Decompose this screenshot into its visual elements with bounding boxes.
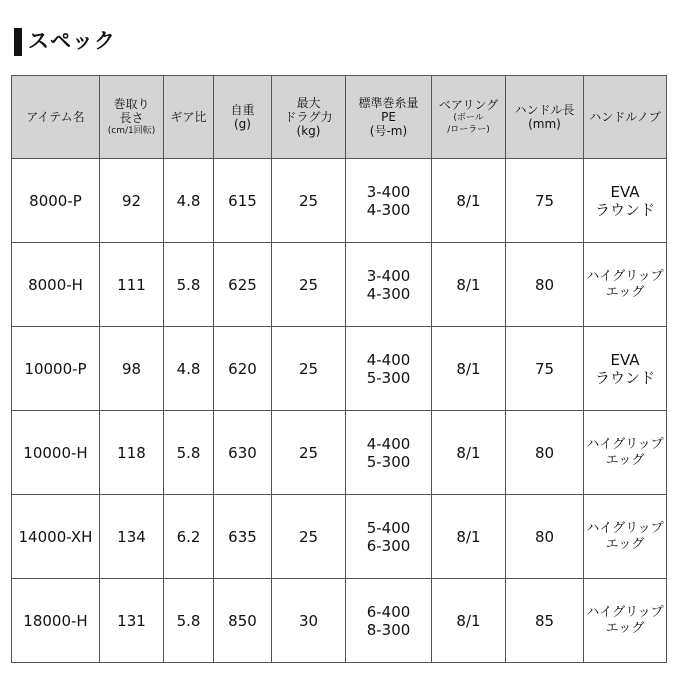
cell-max-drag — [272, 327, 346, 411]
cell-handle-knob — [584, 579, 667, 663]
cell-weight — [214, 579, 272, 663]
cell-value: 134 — [117, 527, 146, 546]
cell-value: エッグ — [605, 536, 645, 552]
cell-value: 8000-H — [28, 275, 83, 294]
header-item-name — [12, 76, 100, 159]
cell-bearing — [432, 579, 506, 663]
cell-value: エッグ — [605, 620, 645, 636]
cell-value: 4.8 — [176, 359, 201, 378]
cell-value: 30 — [298, 611, 319, 630]
cell-handle-length — [506, 159, 584, 243]
cell-gear-ratio — [164, 495, 214, 579]
cell-value: 5-400 — [366, 518, 411, 537]
cell-retrieve-length — [100, 579, 164, 663]
cell-value: エッグ — [605, 284, 645, 300]
spec-table — [11, 75, 667, 663]
cell-line-capacity — [346, 579, 432, 663]
cell-value: 118 — [117, 443, 146, 462]
cell-gear-ratio — [164, 327, 214, 411]
cell-value: 131 — [117, 611, 146, 630]
cell-item-name — [12, 327, 100, 411]
cell-value: 615 — [228, 191, 257, 210]
cell-value: 85 — [534, 611, 555, 630]
cell-value: 5.8 — [176, 275, 201, 294]
cell-value: 3-400 — [366, 182, 411, 201]
header-label: アイテム名 — [26, 110, 85, 124]
table-row — [12, 159, 667, 243]
spec-table-body — [12, 159, 667, 663]
cell-handle-knob — [584, 159, 667, 243]
cell-value: 8/1 — [456, 359, 481, 378]
cell-value: ラウンド — [594, 200, 655, 219]
cell-handle-knob — [584, 327, 667, 411]
cell-value: 98 — [121, 359, 142, 378]
cell-weight — [214, 159, 272, 243]
cell-value: ラウンド — [594, 368, 655, 387]
cell-value: エッグ — [605, 452, 645, 468]
cell-value: 80 — [534, 527, 555, 546]
table-row — [12, 327, 667, 411]
cell-handle-length — [506, 495, 584, 579]
cell-max-drag — [272, 495, 346, 579]
cell-bearing — [432, 243, 506, 327]
cell-max-drag — [272, 159, 346, 243]
cell-value: 25 — [298, 359, 319, 378]
cell-gear-ratio — [164, 411, 214, 495]
cell-retrieve-length — [100, 159, 164, 243]
cell-line-capacity — [346, 159, 432, 243]
cell-value: 6-300 — [366, 536, 411, 555]
header-unit: (kg) — [296, 124, 321, 138]
cell-value: EVA — [610, 350, 640, 369]
cell-value: 75 — [534, 359, 555, 378]
header-handle-length — [506, 76, 584, 159]
cell-value: 18000-H — [23, 611, 88, 630]
header-label: ギア比 — [170, 110, 207, 124]
cell-bearing — [432, 327, 506, 411]
cell-gear-ratio — [164, 243, 214, 327]
cell-retrieve-length — [100, 495, 164, 579]
cell-value: 25 — [298, 527, 319, 546]
cell-value: 25 — [298, 191, 319, 210]
table-row — [12, 411, 667, 495]
cell-value: 80 — [534, 275, 555, 294]
header-label: 標準巻糸量 — [358, 96, 419, 110]
cell-value: 5-300 — [366, 452, 411, 471]
header-label: ハンドルノブ — [589, 110, 661, 124]
header-label: 最大 — [296, 96, 321, 110]
cell-value: 850 — [228, 611, 257, 630]
cell-value: 8/1 — [456, 443, 481, 462]
cell-max-drag — [272, 243, 346, 327]
header-unit: (g) — [234, 117, 251, 131]
cell-value: 4-400 — [366, 350, 411, 369]
cell-handle-knob — [584, 411, 667, 495]
cell-value: 25 — [298, 275, 319, 294]
header-unit: (号-m) — [369, 124, 408, 138]
table-row — [12, 243, 667, 327]
cell-value: ハイグリップ — [586, 520, 664, 536]
header-weight — [214, 76, 272, 159]
header-label: 自重 — [230, 103, 255, 117]
cell-bearing — [432, 159, 506, 243]
cell-value: 92 — [121, 191, 142, 210]
header-unit: (cm/1回転) — [107, 126, 156, 136]
cell-bearing — [432, 495, 506, 579]
cell-item-name — [12, 579, 100, 663]
cell-value: 8-300 — [366, 620, 411, 639]
cell-item-name — [12, 495, 100, 579]
cell-value: 5-300 — [366, 368, 411, 387]
cell-line-capacity — [346, 243, 432, 327]
cell-line-capacity — [346, 495, 432, 579]
cell-value: 3-400 — [366, 266, 411, 285]
cell-value: 620 — [228, 359, 257, 378]
header-handle-knob — [584, 76, 667, 159]
cell-value: ハイグリップ — [586, 268, 664, 284]
cell-item-name — [12, 243, 100, 327]
header-bearing — [432, 76, 506, 159]
cell-bearing — [432, 411, 506, 495]
cell-handle-length — [506, 243, 584, 327]
cell-value: 4-300 — [366, 284, 411, 303]
cell-item-name — [12, 159, 100, 243]
cell-value: 25 — [298, 443, 319, 462]
cell-retrieve-length — [100, 411, 164, 495]
cell-weight — [214, 411, 272, 495]
table-row — [12, 579, 667, 663]
cell-line-capacity — [346, 327, 432, 411]
header-label: ベアリング — [438, 98, 499, 112]
header-unit: (ボール — [453, 113, 484, 123]
cell-value: 5.8 — [176, 443, 201, 462]
cell-handle-knob — [584, 243, 667, 327]
cell-weight — [214, 495, 272, 579]
cell-value: 8000-P — [29, 191, 82, 210]
table-header-row — [12, 76, 667, 159]
cell-gear-ratio — [164, 159, 214, 243]
cell-value: 6-400 — [366, 602, 411, 621]
cell-value: 8/1 — [456, 611, 481, 630]
cell-value: 8/1 — [456, 191, 481, 210]
cell-value: 8/1 — [456, 275, 481, 294]
header-gear-ratio — [164, 76, 214, 159]
header-max-drag — [272, 76, 346, 159]
cell-value: 80 — [534, 443, 555, 462]
cell-value: ハイグリップ — [586, 604, 664, 620]
header-label: PE — [381, 110, 396, 124]
header-label: ドラグ力 — [284, 110, 333, 124]
cell-value: 10000-P — [24, 359, 87, 378]
header-label: 巻取り — [113, 97, 150, 111]
cell-handle-length — [506, 579, 584, 663]
cell-weight — [214, 327, 272, 411]
header-label: 長さ — [119, 111, 144, 125]
cell-value: 635 — [228, 527, 257, 546]
cell-value: EVA — [610, 182, 640, 201]
header-retrieve-length — [100, 76, 164, 159]
cell-retrieve-length — [100, 327, 164, 411]
page-title: スペック — [28, 29, 116, 53]
cell-value: 4.8 — [176, 191, 201, 210]
cell-item-name — [12, 411, 100, 495]
header-unit: /ローラー) — [447, 125, 490, 135]
cell-value: 111 — [117, 275, 146, 294]
cell-value: 14000-XH — [18, 527, 93, 546]
cell-max-drag — [272, 579, 346, 663]
cell-value: 75 — [534, 191, 555, 210]
header-label: ハンドル長 — [514, 103, 575, 117]
cell-handle-length — [506, 411, 584, 495]
title-accent-bar — [14, 28, 22, 56]
cell-value: 6.2 — [176, 527, 201, 546]
cell-value: 10000-H — [23, 443, 88, 462]
cell-value: 625 — [228, 275, 257, 294]
header-line-capacity — [346, 76, 432, 159]
cell-value: 4-300 — [366, 200, 411, 219]
cell-retrieve-length — [100, 243, 164, 327]
cell-handle-length — [506, 327, 584, 411]
cell-line-capacity — [346, 411, 432, 495]
table-row — [12, 495, 667, 579]
cell-value: 8/1 — [456, 527, 481, 546]
header-unit: (mm) — [528, 117, 561, 131]
cell-weight — [214, 243, 272, 327]
cell-value: 4-400 — [366, 434, 411, 453]
cell-handle-knob — [584, 495, 667, 579]
cell-gear-ratio — [164, 579, 214, 663]
cell-value: 5.8 — [176, 611, 201, 630]
cell-value: ハイグリップ — [586, 436, 664, 452]
cell-max-drag — [272, 411, 346, 495]
cell-value: 630 — [228, 443, 257, 462]
